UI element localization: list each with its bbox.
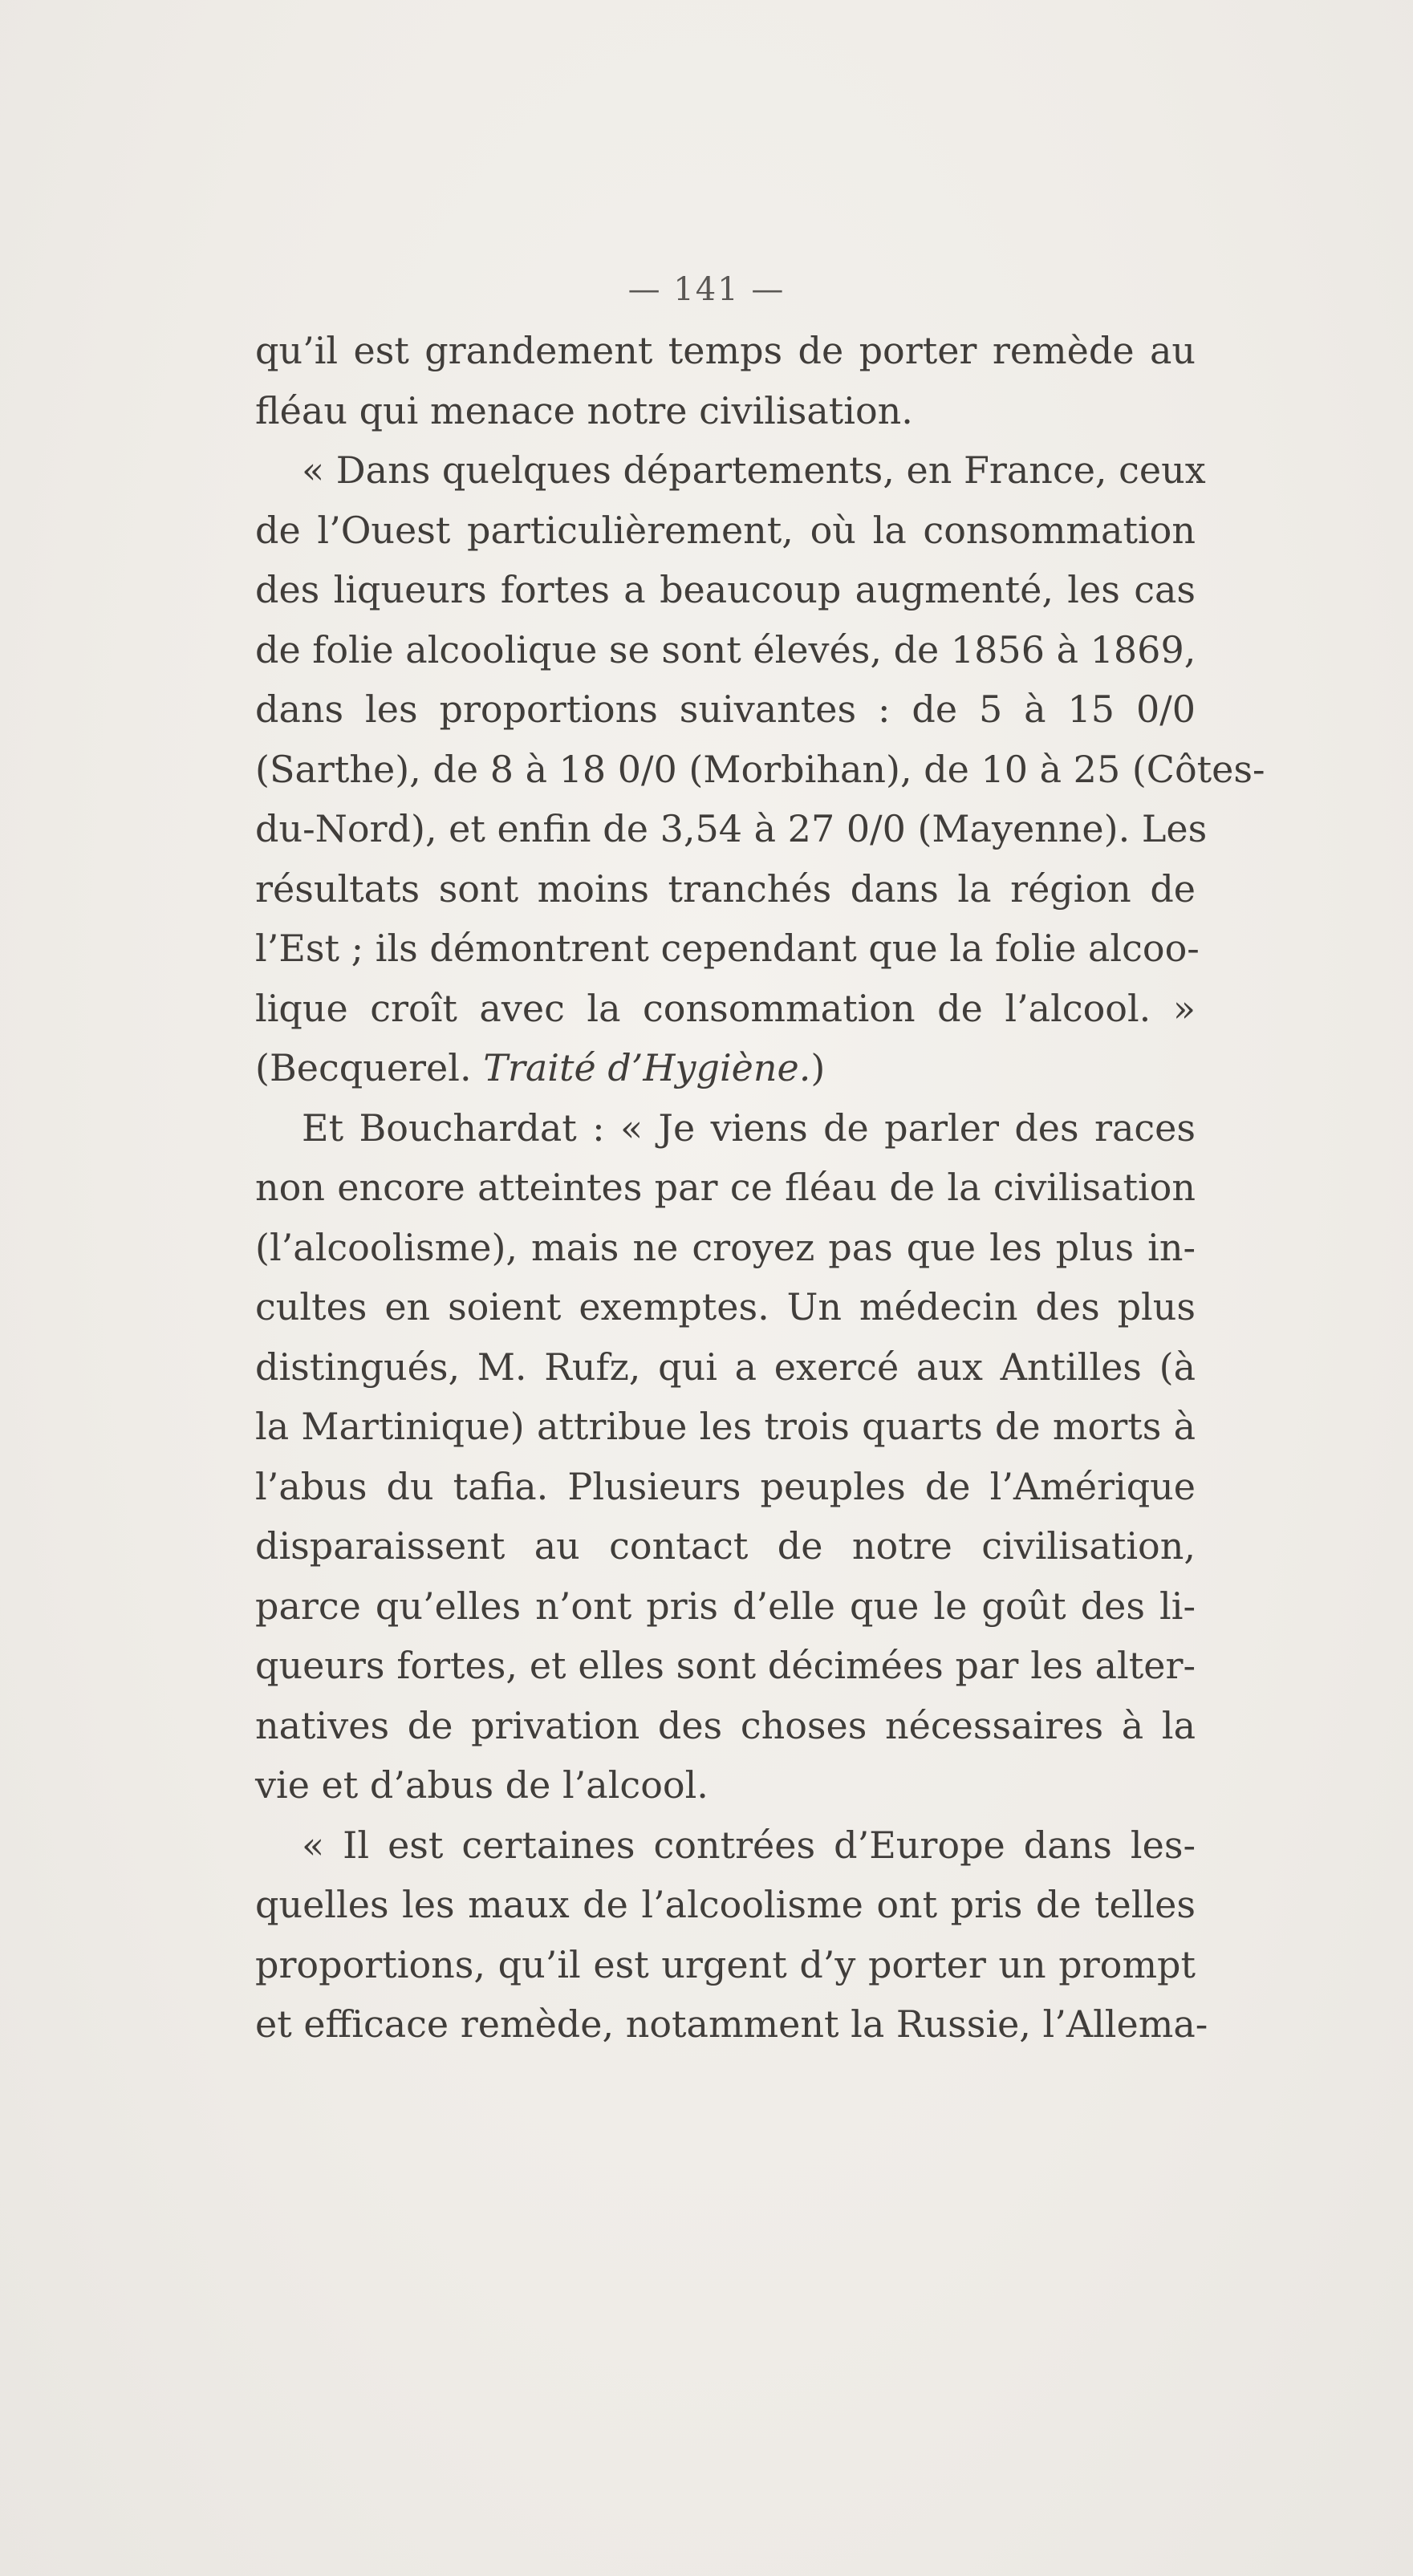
text-line: l’Est ; ils démontrent cependant que la folie alcoo- — [255, 927, 1200, 970]
text-line: résultats sont moins tranchés dans la région de — [255, 866, 1196, 911]
citation-close: ) — [810, 1046, 826, 1089]
citation-author: (Becquerel. — [255, 1046, 484, 1089]
text-line: Et Bouchardat : « Je viens de parler des races — [302, 1105, 1196, 1150]
text-line: disparaissent au contact de notre civilisation, — [255, 1524, 1196, 1568]
text-line: distingués, M. Rufz, qui a exercé aux Antilles (à — [255, 1345, 1196, 1389]
text-line: de folie alcoolique se sont élevés, de 1856 à 1869, — [255, 627, 1196, 671]
text-line: « Dans quelques départements, en France, ceux — [302, 448, 1206, 492]
text-line: vie et d’abus de l’alcool. — [255, 1763, 709, 1807]
text-line: dans les proportions suivantes : de 5 à 15 0/0 — [255, 688, 1196, 731]
text-line: parce qu’elles n’ont pris d’elle que le goût des li- — [255, 1584, 1196, 1628]
text-line: (l’alcoolisme), mais ne croyez pas que les plus in- — [255, 1225, 1196, 1269]
page-number: — 141 — — [627, 271, 786, 308]
text-line: « Il est certaines contrées d’Europe dans les- — [302, 1823, 1196, 1867]
text-line: natives de privation des choses nécessaires à la — [255, 1703, 1196, 1747]
text-line: lique croît avec la consommation de l’alcool. » — [255, 986, 1196, 1030]
text-line: queurs fortes, et elles sont décimées par les alter- — [255, 1644, 1196, 1687]
text-line: cultes en soient exemptes. Un médecin des plus — [255, 1285, 1196, 1329]
text-line: qu’il est grandement temps de porter remède au — [255, 329, 1196, 372]
body-text — [255, 321, 1265, 2055]
text-line: (Sarthe), de 8 à 18 0/0 (Morbihan), de 10 à 25 (Côtes- — [255, 747, 1265, 791]
text-line: de l’Ouest particulièrement, où la consommation — [255, 508, 1196, 552]
text-line: fléau qui menace notre civilisation. — [255, 388, 913, 432]
text-line: proportions, qu’il est urgent d’y porter un prompt — [255, 1942, 1196, 1986]
text-line: du-Nord), et enfin de 3,54 à 27 0/0 (Mayenne). Les — [255, 807, 1208, 850]
text-line: quelles les maux de l’alcoolisme ont pris de telles — [255, 1883, 1196, 1926]
text-line: des liqueurs fortes a beaucoup augmenté, les cas — [255, 568, 1196, 611]
text-line: l’abus du tafia. Plusieurs peuples de l’Amérique — [255, 1464, 1196, 1508]
text-line: la Martinique) attribue les trois quarts de morts à — [255, 1405, 1196, 1448]
text-line: et efficace remède, notamment la Russie, l’Allema- — [255, 2002, 1208, 2046]
citation-line — [255, 1038, 1196, 1098]
citation-title: Traité d’Hygiène. — [483, 1046, 811, 1089]
text-line: non encore atteintes par ce fléau de la civilisation — [255, 1166, 1196, 1209]
